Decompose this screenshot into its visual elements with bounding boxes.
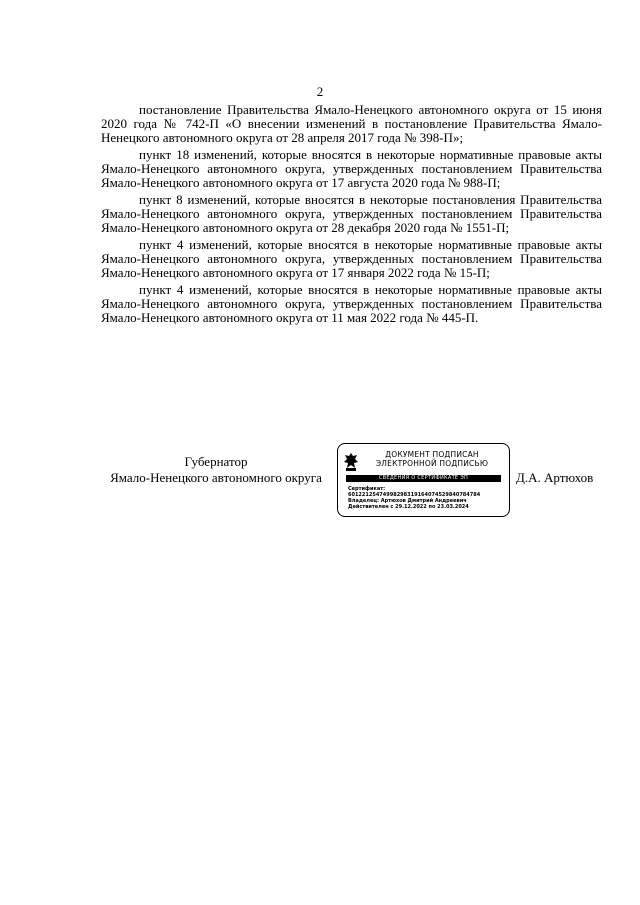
signatory-title bbox=[98, 454, 334, 486]
stamp-heading-line1: ДОКУМЕНТ ПОДПИСАН bbox=[385, 450, 479, 459]
stamp-heading-line2: ЭЛЕКТРОННОЙ ПОДПИСЬЮ bbox=[375, 459, 489, 468]
paragraph: постановление Правительства Ямало-Ненецкого автономного округа от 15 июня 2020 года № 742-П «О внесении изменений в постановление Правительства Ямало-Ненецкого автономного округа от 28 апреля 2017 года № 398-П»; bbox=[101, 102, 602, 145]
page-number: 2 bbox=[316, 84, 324, 99]
cert-validity: Действителен с 29.12.2022 по 23.03.2024 bbox=[348, 504, 469, 510]
signatory-position: Губернатор bbox=[184, 454, 248, 469]
paragraph: пункт 4 изменений, которые вносятся в некоторые нормативные правовые акты Ямало-Ненецкого автономного округа, утвержденных постановлением Правительства Ямало-Ненецкого автономного округа от 17 января 2022 года № 15-П; bbox=[101, 237, 602, 280]
electronic-signature-stamp bbox=[337, 443, 510, 517]
signatory-organization: Ямало-Ненецкого автономного округа bbox=[110, 470, 322, 485]
paragraph: пункт 18 изменений, которые вносятся в некоторые нормативные правовые акты Ямало-Ненецкого автономного округа, утвержденных постановлением Правительства Ямало-Ненецкого автономного округа от 17 августа 2020 года № 988-П; bbox=[101, 147, 602, 190]
paragraph: пункт 8 изменений, которые вносятся в некоторые постановления Правительства Ямало-Ненецкого автономного округа, утвержденных постановлением Правительства Ямало-Ненецкого автономного округа от 28 декабря 2020 года № 1551-П; bbox=[101, 192, 602, 235]
stamp-certificate-bar: СВЕДЕНИЯ О СЕРТИФИКАТЕ ЭП bbox=[346, 475, 501, 482]
coat-of-arms-icon bbox=[343, 452, 359, 472]
cert-owner: Владелец: Артюхов Дмитрий Андреевич bbox=[348, 498, 467, 504]
stamp-heading bbox=[362, 450, 502, 468]
stamp-certificate-details bbox=[348, 486, 506, 510]
cert-number: 60122125474998298319164074529840784784 bbox=[348, 492, 481, 498]
cert-label: Сертификат: bbox=[348, 486, 386, 492]
document-body bbox=[101, 103, 602, 328]
signatory-name: Д.А. Артюхов bbox=[516, 470, 594, 485]
paragraph: пункт 4 изменений, которые вносятся в некоторые нормативные правовые акты Ямало-Ненецкого автономного округа, утвержденных постановлением Правительства Ямало-Ненецкого автономного округа от 11 мая 2022 года № 445-П. bbox=[101, 282, 602, 325]
